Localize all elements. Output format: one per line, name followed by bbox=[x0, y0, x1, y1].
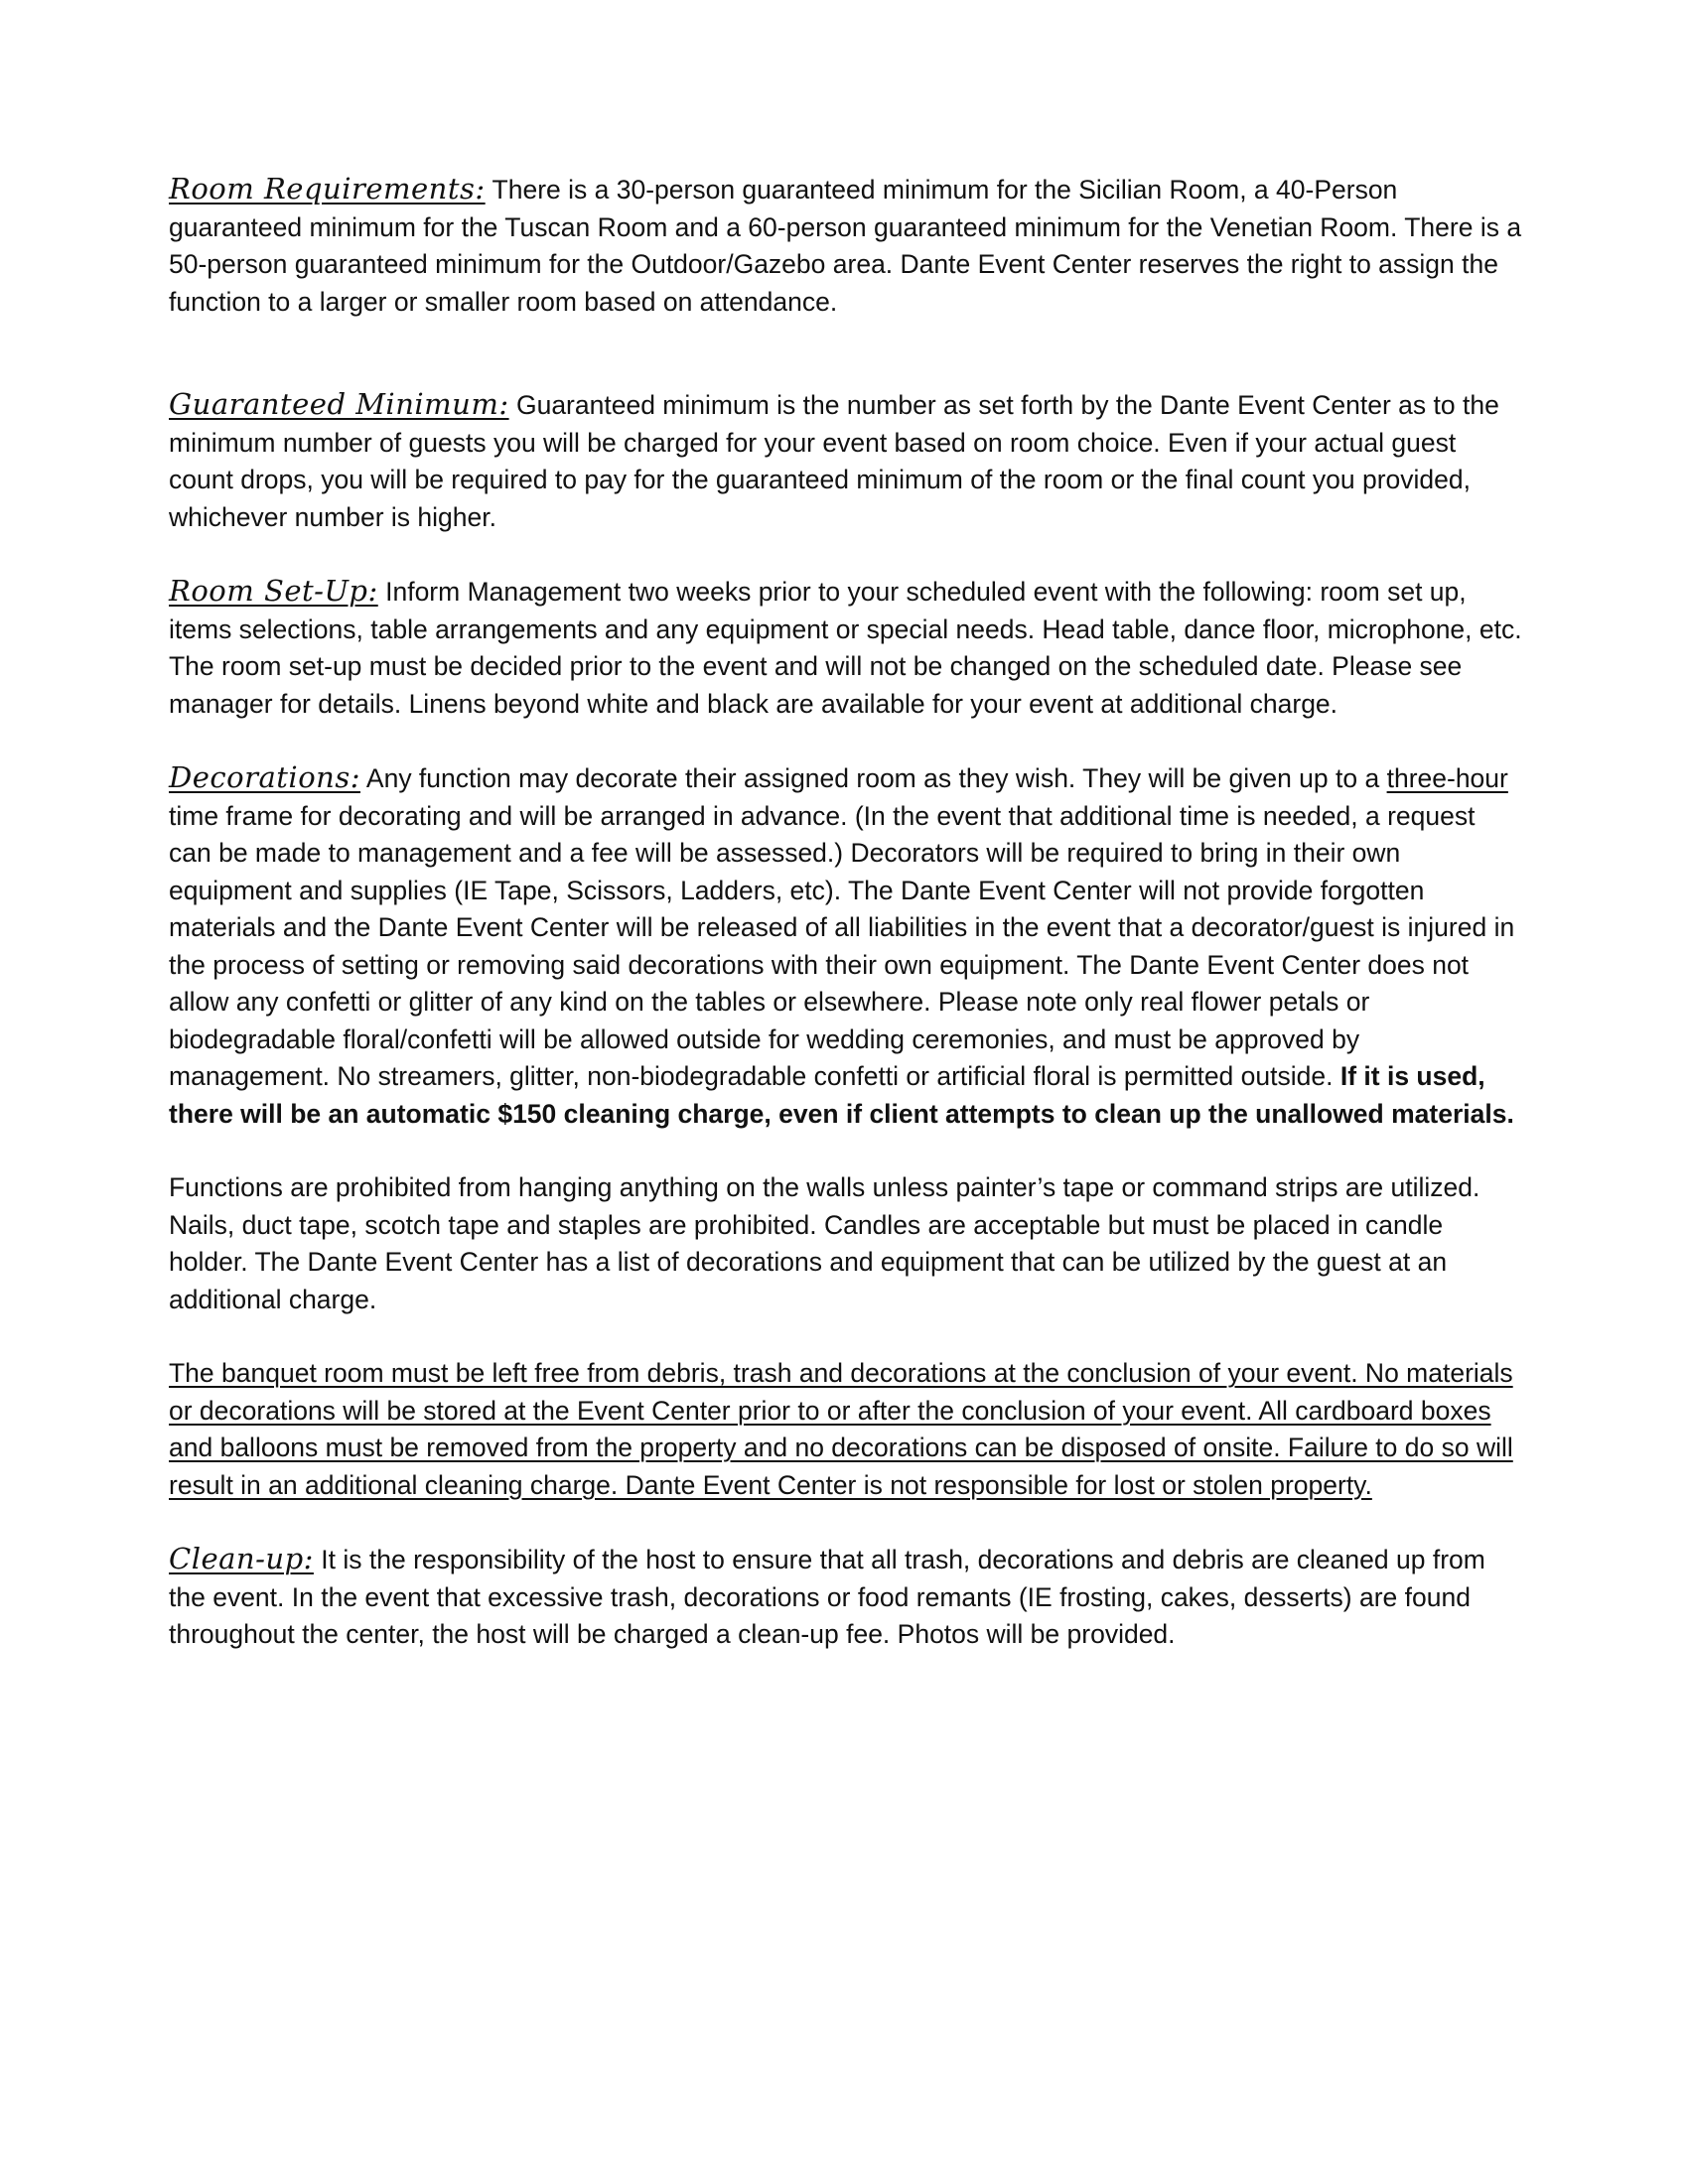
room-requirements-text: There is a 30-person guaranteed minimum for the Sicilian Room, a 40-Person guaranteed minimum for the Tuscan Room and a 60-person guaranteed minimum for the Venetian Room. There is a 50-person guaranteed minimum for the Outdoor/Gazebo area. Dante Event Center reserves the right to assign the function to a larger or smaller room based on attendance. bbox=[169, 175, 1522, 317]
document-page bbox=[169, 171, 1524, 1654]
decorations-underlined-duration: three-hour bbox=[1386, 763, 1508, 793]
room-setup-paragraph bbox=[169, 573, 1524, 723]
room-setup-text: Inform Management two weeks prior to your scheduled event with the following: room set up, items selections, table arrangements and any equipment or special needs. Head table, dance floor, microphone, etc. The room set-up must be decided prior to the event and will not be changed on the scheduled date. Please see manager for details. Linens beyond white and black are available for your event at additional charge. bbox=[169, 577, 1522, 719]
decorations-bold-charge-notice: If it is used, there will be an automatic $150 cleaning charge, even if client attempts to clean up the unallowed materials. bbox=[169, 1061, 1514, 1129]
decorations-paragraph bbox=[169, 759, 1524, 1133]
decorations-heading: Decorations: bbox=[169, 760, 360, 794]
room-requirements-paragraph bbox=[169, 171, 1524, 321]
cleanup-text: It is the responsibility of the host to ensure that all trash, decorations and debris are cleaned up from the event. In the event that excessive trash, decorations or food remants (IE frosting, cakes, desserts) are found throughout the center, the host will be charged a clean-up fee. Photos will be provided. bbox=[169, 1545, 1485, 1649]
guaranteed-minimum-paragraph bbox=[169, 386, 1524, 536]
walls-paragraph bbox=[169, 1169, 1524, 1318]
decorations-text-1: Any function may decorate their assigned room as they wish. They will be given up to a bbox=[365, 763, 1380, 793]
banquet-room-text: The banquet room must be left free from debris, trash and decorations at the conclusion of your event. No materials or decorations will be stored at the Event Center prior to or after the conclusion of your event. All cardboard boxes and balloons must be removed from the property and no decorations can be disposed of onsite. Failure to do so will result in an additional cleaning charge. Dante Event Center is not responsible for lost or stolen property. bbox=[169, 1358, 1513, 1500]
room-requirements-heading: Room Requirements: bbox=[169, 172, 486, 205]
decorations-text-2: time frame for decorating and will be arranged in advance. (In the event that additional time is needed, a request can be made to management and a fee will be assessed.) Decorators will be required to bring in their own equipment and supplies (IE Tape, Scissors, Ladders, etc). The Dante Event Center will not provide forgotten materials and the Dante Event Center will be released of all liabilities in the event that a decorator/guest is injured in the process of setting or removing said decorations with their own equipment. The Dante Event Center does not allow any confetti or glitter of any kind on the tables or elsewhere. Please note only real flower petals or biodegradable floral/confetti will be allowed outside for wedding ceremonies, and must be approved by management. No streamers, glitter, non-biodegradable confetti or artificial floral is permitted outside. bbox=[169, 800, 1515, 1091]
banquet-room-paragraph bbox=[169, 1355, 1524, 1504]
guaranteed-minimum-text: Guaranteed minimum is the number as set forth by the Dante Event Center as to the minimum number of guests you will be charged for your event based on room choice. Even if your actual guest count drops, you will be required to pay for the guaranteed minimum of the room or the final count you provided, whichever number is higher. bbox=[169, 390, 1499, 532]
cleanup-paragraph bbox=[169, 1541, 1524, 1654]
room-setup-heading: Room Set-Up: bbox=[169, 574, 378, 608]
walls-text: Functions are prohibited from hanging anything on the walls unless painter’s tape or command strips are utilized. Nails, duct tape, scotch tape and staples are prohibited. Candles are acceptable but must be placed in candle holder. The Dante Event Center has a list of decorations and equipment that can be utilized by the guest at an additional charge. bbox=[169, 1172, 1480, 1314]
guaranteed-minimum-heading: Guaranteed Minimum: bbox=[169, 387, 509, 421]
cleanup-heading: Clean-up: bbox=[169, 1542, 314, 1575]
